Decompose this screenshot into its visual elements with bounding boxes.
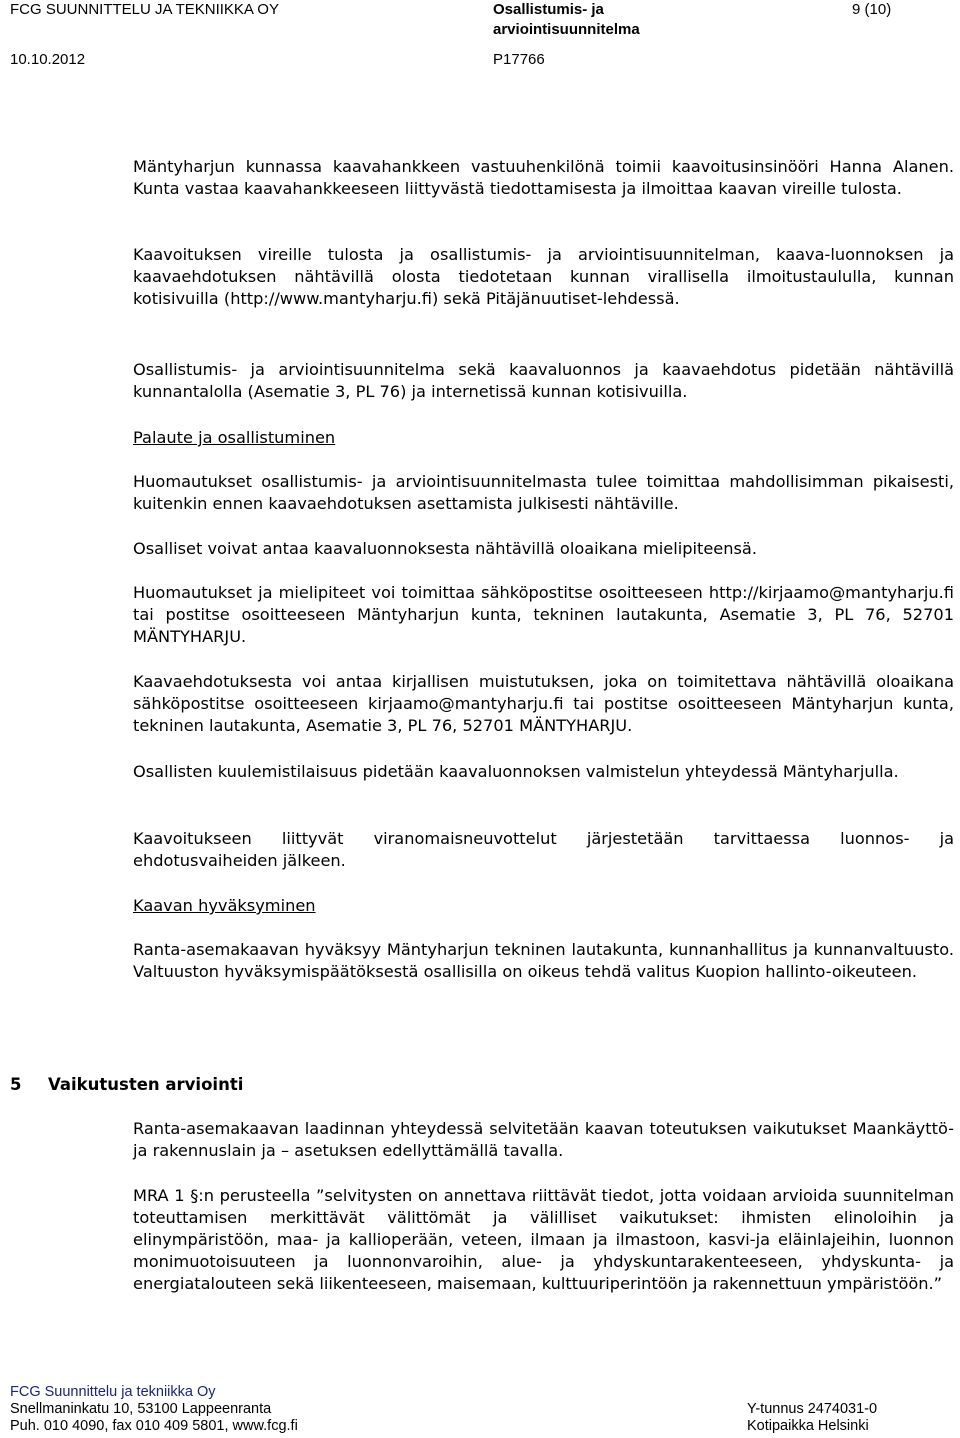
- paragraph: Ranta-asemakaavan laadinnan yhteydessä selvitetään kaavan toteutuksen vaikutukset Maankäyttö- ja rakennuslain ja – asetuksen edellyttämällä tavalla.: [133, 1119, 954, 1160]
- subheading-approval: Kaavan hyväksyminen: [133, 896, 316, 915]
- header-project-number: P17766: [493, 51, 545, 68]
- paragraph: Osallisten kuulemistilaisuus pidetään kaavaluonnoksen valmistelun yhteydessä Mäntyharjulla.: [133, 762, 899, 781]
- footer-right: [747, 1401, 877, 1435]
- header-date: 10.10.2012: [10, 51, 86, 68]
- paragraph: Kaavaehdotuksesta voi antaa kirjallisen muistutuksen, joka on toimitettava nähtävillä oloaikana sähköpostitse osoitteeseen kirjaamo@mantyharju.fi tai postitse osoitteeseen Mäntyharjun kunta, tekninen lautakunta, Asematie 3, PL 76, 52701 MÄNTYHARJU.: [133, 672, 954, 735]
- paragraph: Huomautukset ja mielipiteet voi toimittaa sähköpostitse osoitteeseen http://kirjaamo@mantyharju.fi tai postitse osoitteeseen Mäntyharjun kunta, tekninen lautakunta, Asematie 3, PL 76, 52701 MÄNTYHARJU.: [133, 583, 954, 646]
- paragraph: Mäntyharjun kunnassa kaavahankkeen vastuuhenkilönä toimii kaavoitusinsinööri Hanna Alanen. Kunta vastaa kaavahankkeeseen liittyvästä tiedottamisesta ja ilmoittaa kaavan vireille tulosta.: [133, 157, 954, 198]
- footer-business-id: Y-tunnus 2474031-0: [747, 1401, 878, 1417]
- paragraph: Osallistumis- ja arviointisuunnitelma sekä kaavaluonnos ja kaavaehdotus pidetään nähtävillä kunnantalolla (Asematie 3, PL 76) ja internetissä kunnan kotisivuilla.: [133, 360, 954, 401]
- paragraph: Kaavoitukseen liittyvät viranomaisneuvottelut järjestetään tarvittaessa luonnos- ja ehdotusvaiheiden jälkeen.: [133, 829, 954, 870]
- footer-left: [10, 1384, 298, 1435]
- header-company: FCG SUUNNITTELU JA TEKNIIKKA OY: [10, 1, 279, 18]
- footer-contact: Puh. 010 4090, fax 010 409 5801, www.fcg.fi: [10, 1418, 298, 1434]
- header-page-number: 9 (10): [852, 1, 892, 18]
- paragraph: Ranta-asemakaavan hyväksyy Mäntyharjun tekninen lautakunta, kunnanhallitus ja kunnanvaltuusto. Valtuuston hyväksymispäätöksestä osallisilla on oikeus tehdä valitus Kuopion hallinto-oikeuteen.: [133, 940, 954, 981]
- section-heading: [10, 1074, 243, 1096]
- footer-domicile: Kotipaikka Helsinki: [747, 1418, 869, 1434]
- header-document-title: Osallistumis- ja arviointisuunnitelma: [493, 1, 640, 38]
- footer-address: Snellmaninkatu 10, 53100 Lappeenranta: [10, 1401, 272, 1417]
- paragraph: Osalliset voivat antaa kaavaluonnoksesta nähtävillä oloaikana mielipiteensä.: [133, 539, 757, 558]
- paragraph: Huomautukset osallistumis- ja arviointisuunnitelmasta tulee toimittaa mahdollisimman pikaisesti, kuitenkin ennen kaavaehdotuksen asettamista julkisesti nähtäville.: [133, 472, 954, 513]
- footer-company-name: FCG Suunnittelu ja tekniikka Oy: [10, 1384, 216, 1400]
- paragraph: MRA 1 §:n perusteella ”selvitysten on annettava riittävät tiedot, jotta voidaan arvioida suunnitelman toteuttamisen merkittävät välittömät ja välilliset vaikutukset: ihmisten elinoloihin ja elinympäristöön, maa- ja kallioperään, veteen, ilmaan ja ilmastoon, kasvi-ja eläinlajeihin, luonnon monimuotoisuuteen ja luonnonvaroihin, alue- ja yhdyskuntarakenteeseen, yhdyskunta- ja energiatalouteen sekä liikenteeseen, maisemaan, kulttuuriperintöön ja rakennettuun ympäristöön.”: [133, 1186, 954, 1293]
- subheading-feedback: Palaute ja osallistuminen: [133, 428, 336, 447]
- paragraph: Kaavoituksen vireille tulosta ja osallistumis- ja arviointisuunnitelman, kaava-luonnoksen ja kaavaehdotuksen nähtävillä olosta tiedotetaan kunnan virallisella ilmoitustaululla, kunnan kotisivuilla (http://www.mantyharju.fi) sekä Pitäjänuutiset-lehdessä.: [133, 245, 954, 308]
- section-number: 5: [10, 1075, 22, 1094]
- section-title: Vaikutusten arviointi: [48, 1075, 244, 1094]
